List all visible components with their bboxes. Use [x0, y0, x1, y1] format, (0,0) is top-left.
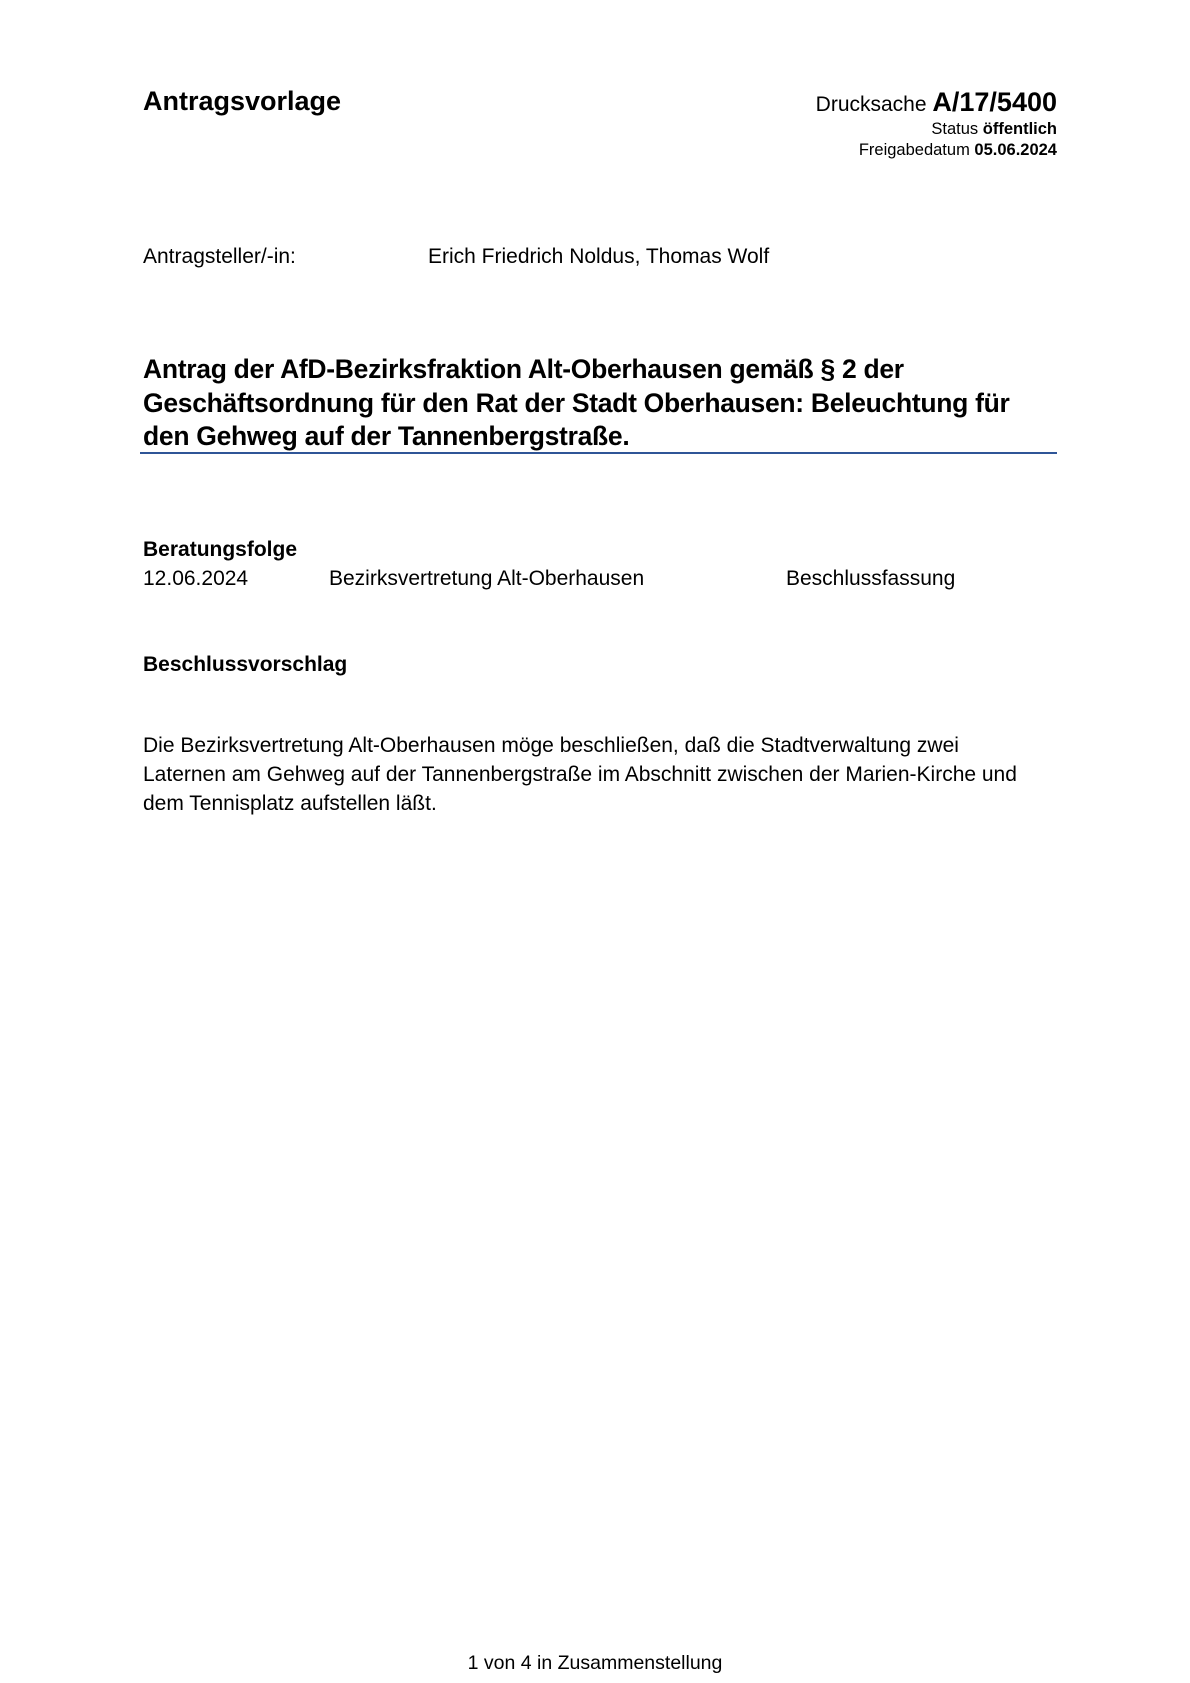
- release-date-value: 05.06.2024: [974, 141, 1057, 159]
- status-value: öffentlich: [982, 120, 1057, 138]
- release-date-label: Freigabedatum: [858, 141, 970, 159]
- motion-title: Antrag der AfD-Bezirksfraktion Alt-Oberhausen gemäß § 2 der Geschäftsordnung für den Rat der Stadt Oberhausen: Beleuchtung für den Gehweg auf der Tannenbergstraße.: [143, 354, 1010, 451]
- applicant-label: Antragsteller/-in:: [143, 245, 296, 268]
- consultation-body: Bezirksvertretung Alt-Oberhausen: [329, 567, 645, 590]
- drucksache-number: A/17/5400: [932, 87, 1057, 117]
- release-date-line: [816, 140, 1057, 161]
- applicant-value: Erich Friedrich Noldus, Thomas Wolf: [428, 245, 770, 268]
- document-type-heading: Antragsvorlage: [143, 86, 342, 116]
- consultation-date: 12.06.2024: [143, 567, 249, 590]
- proposal-text: Die Bezirksvertretung Alt-Oberhausen möge beschließen, daß die Stadtverwaltung zwei Laternen am Gehweg auf der Tannenbergstraße im Abschnitt zwischen der Marien-Kirche und dem Tennisplatz aufstellen läßt.: [143, 734, 1017, 815]
- document-meta: [816, 88, 1057, 161]
- drucksache-label: Drucksache: [815, 93, 927, 116]
- status-label: Status: [931, 120, 979, 138]
- page-footer: 1 von 4 in Zusammenstellung: [467, 1652, 723, 1674]
- proposal-heading: Beschlussvorschlag: [143, 653, 348, 676]
- title-divider: [140, 452, 1057, 454]
- consultation-type: Beschlussfassung: [786, 567, 956, 590]
- consultation-heading: Beratungsfolge: [143, 538, 298, 561]
- status-line: [816, 119, 1057, 140]
- drucksache-line: [816, 88, 1057, 119]
